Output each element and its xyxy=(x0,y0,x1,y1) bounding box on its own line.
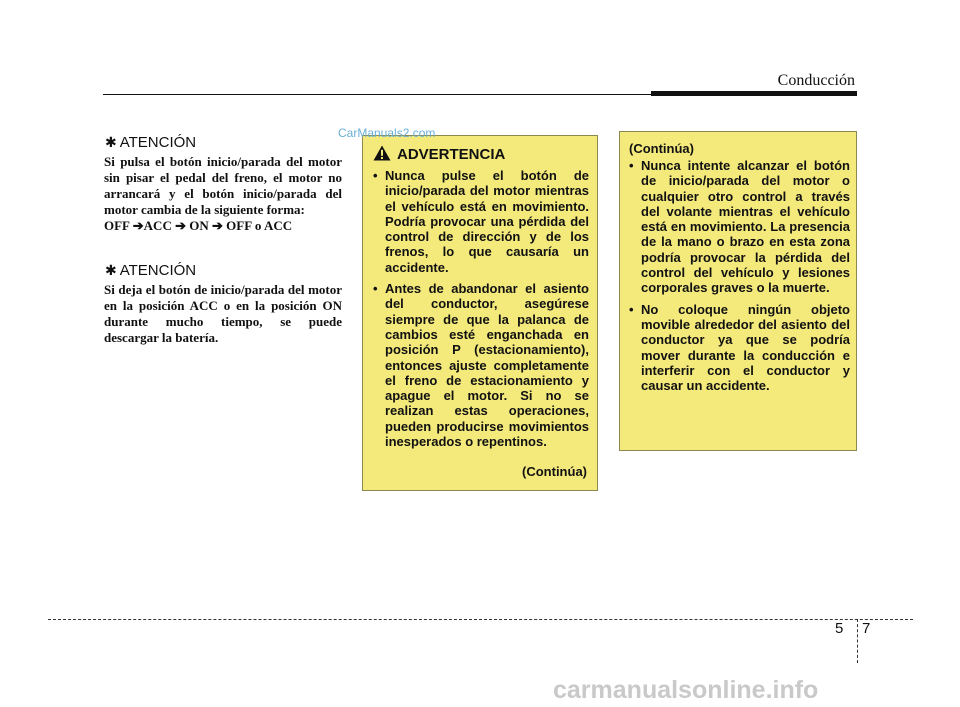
warning-list xyxy=(373,168,589,455)
caution-1-body xyxy=(104,154,342,234)
list-item-text: Nunca pulse el botón de inicio/parada del motor mientras el vehículo está en movimiento. Podría provocar una pérdida del control de dirección y de los frenos, lo que causaría un accidente. xyxy=(385,168,589,275)
section-title: Conducción xyxy=(777,72,855,89)
list-item-text: Nunca intente alcanzar el botón de inicio/parada del motor o cualquier otro control a través del volante mientras el vehículo está en movimiento. La presencia de la mano o brazo en esta zona podría provocar la pérdida del control del vehículo y lesiones corporales graves o la muerte. xyxy=(641,158,850,296)
header-rule-thick xyxy=(651,91,857,96)
seq-off: OFF xyxy=(104,218,130,233)
arrow-right-icon: ➔ xyxy=(212,218,223,233)
caution-2-body: Si deja el botón de inicio/parada del motor en la posición ACC o en la posición ON durante mucho tiempo, se puede descargar la batería. xyxy=(104,282,342,345)
key-sequence xyxy=(104,218,292,233)
watermark-bottom: carmanualsonline.info xyxy=(553,676,819,704)
caution-2-title xyxy=(105,262,196,279)
chapter-number: 5 xyxy=(835,620,844,637)
seq-acc: ACC xyxy=(143,218,172,233)
star-icon: ✱ xyxy=(105,262,117,278)
star-icon: ✱ xyxy=(105,134,117,150)
seq-off-acc: OFF o ACC xyxy=(226,218,293,233)
page-number-separator xyxy=(857,619,858,663)
caution-2-heading: ATENCIÓN xyxy=(119,262,197,279)
warning-header xyxy=(373,145,505,162)
warning-triangle-icon xyxy=(373,145,391,161)
arrow-right-icon: ➔ xyxy=(132,218,144,233)
bullet-icon: • xyxy=(373,281,378,297)
bullet-icon: • xyxy=(629,158,634,173)
header-rule-thin xyxy=(103,94,651,95)
arrow-right-icon: ➔ xyxy=(175,218,186,233)
continued-header: (Continúa) xyxy=(629,141,694,156)
list-item xyxy=(629,158,850,296)
bullet-icon: • xyxy=(629,301,634,317)
list-item-text: Antes de abandonar el asiento del conductor, asegúrese siempre de que la palanca de cambios esté enganchada en posición P (estacionamiento), entonces ajuste completamente el freno de estacionamiento y apague el motor. Si no se realizan estas operaciones, pueden producirse movimientos inesperados o repentinos. xyxy=(385,281,589,450)
page-number: 7 xyxy=(862,620,871,637)
caution-1-text: Si pulsa el botón inicio/parada del motor sin pisar el pedal del freno, el motor no arrancará y el botón inicio/parada del motor cambia de la siguiente forma: xyxy=(104,154,342,217)
continued-box xyxy=(619,131,857,451)
list-item xyxy=(373,281,589,449)
list-item xyxy=(373,168,589,275)
continued-list xyxy=(629,158,850,399)
warning-continues: (Continúa) xyxy=(522,464,587,479)
caution-1-heading: ATENCIÓN xyxy=(119,134,197,151)
list-item-text: No coloque ningún objeto movible alrededor del asiento del conductor ya que se podría mover durante la conducción e interferir con el conductor y causar un accidente. xyxy=(641,301,850,394)
caution-1-title xyxy=(105,134,196,151)
watermark-top: CarManuals2.com xyxy=(338,126,436,140)
bullet-icon: • xyxy=(373,168,378,183)
seq-on: ON xyxy=(189,218,209,233)
footer-rule xyxy=(48,619,913,620)
warning-title: ADVERTENCIA xyxy=(397,146,506,163)
list-item xyxy=(629,302,850,394)
warning-box xyxy=(362,135,598,491)
